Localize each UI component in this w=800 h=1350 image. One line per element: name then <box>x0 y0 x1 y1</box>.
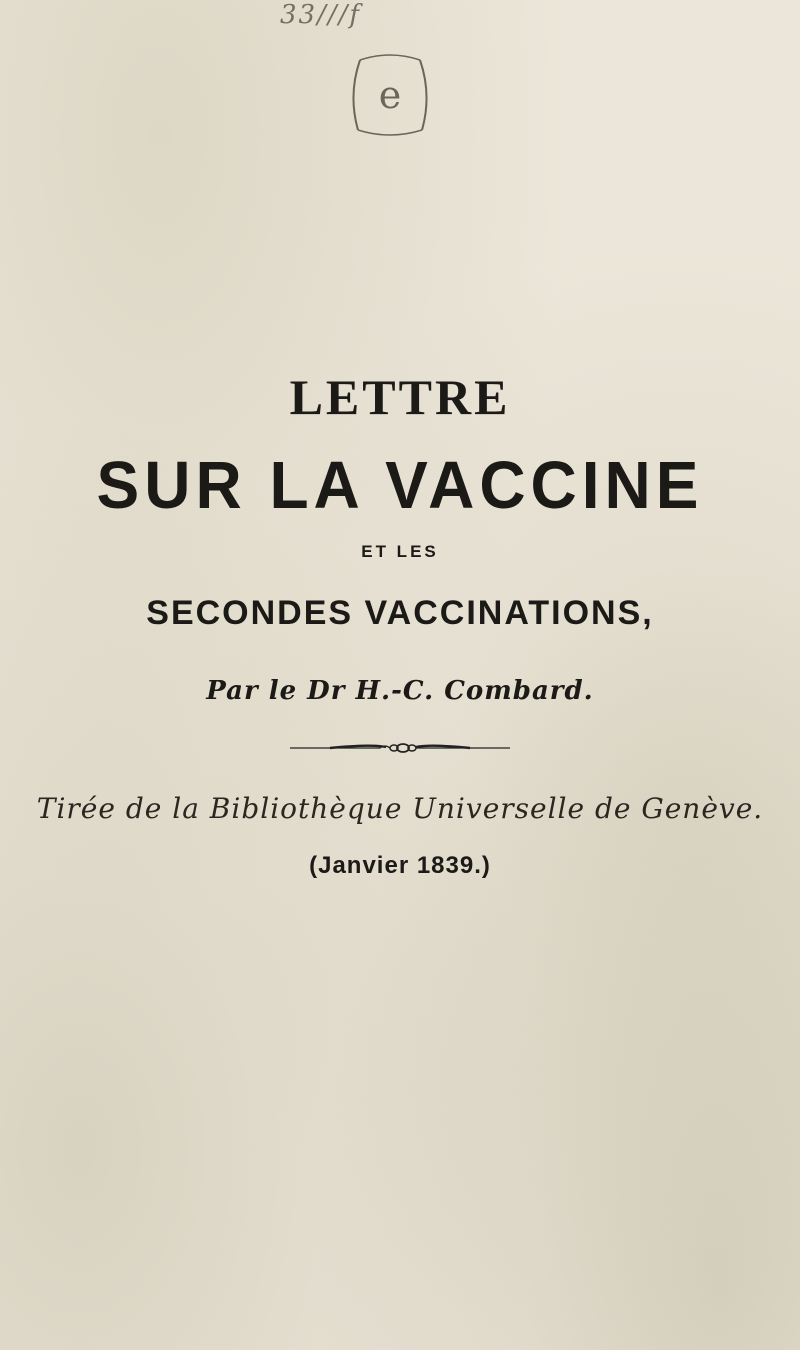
stamp-letter: e <box>378 73 402 117</box>
title-line-vaccine: SUR LA VACCINE <box>96 447 704 523</box>
title-line-lettre: LETTRE <box>289 369 511 425</box>
author-line: Par le Dr H.-C. Combard. <box>206 676 594 706</box>
ornament-divider-icon <box>290 738 510 758</box>
title-line-vaccinations: SECONDES VACCINATIONS, <box>146 594 654 632</box>
title-line-et-les: ET LES <box>361 542 439 561</box>
handwritten-shelfmark: 33///f <box>280 0 361 30</box>
dedication-line: Tirée de la Bibliothèque Universelle de Genève. <box>36 792 764 825</box>
date-line: (Janvier 1839.) <box>309 852 491 879</box>
library-stamp-icon <box>330 40 450 150</box>
